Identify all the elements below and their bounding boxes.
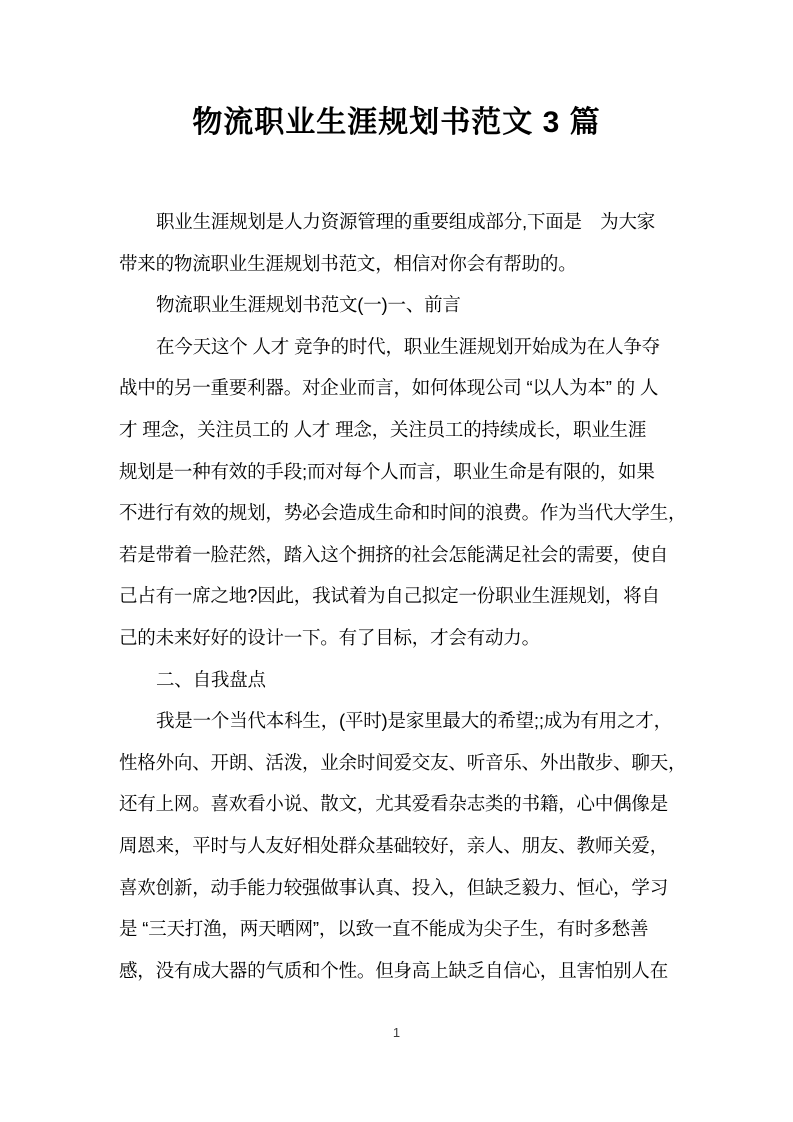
text-line: 还有上网。喜欢看小说、散文，尤其爱看杂志类的书籍，心中偶像是 xyxy=(119,793,669,815)
text-line: 带来的物流职业生涯规划书范文，相信对你会有帮助的。 xyxy=(119,252,577,274)
text-line: 我是一个当代本科生，(平时)是家里最大的希望;;成为有用之才， xyxy=(156,710,672,732)
text-line: 若是带着一脸茫然，踏入这个拥挤的社会怎能满足社会的需要，使自 xyxy=(119,543,669,565)
text-line: 战中的另一重要利器。对企业而言，如何体现公司 “以人为本” 的 人 xyxy=(119,377,659,399)
document-title: 物流职业生涯规划书范文 3 篇 xyxy=(192,106,601,139)
text-line: 物流职业生涯规划书范文(一)一、前言 xyxy=(156,294,461,316)
text-line: 性格外向、开朗、活泼，业余时间爱交友、听音乐、外出散步、聊天， xyxy=(119,751,687,773)
text-line: 感，没有成大器的气质和个性。但身高上缺乏自信心，且害怕别人在 xyxy=(119,959,669,981)
text-line: 己占有一席之地?因此，我试着为自己拟定一份职业生涯规划，将自 xyxy=(119,585,660,607)
document-body xyxy=(119,201,687,991)
text-line: 才 理念，关注员工的 人才 理念，关注员工的持续成长，职业生涯 xyxy=(119,418,647,440)
text-line: 喜欢创新，动手能力较强做事认真、投入，但缺乏毅力、恒心，学习 xyxy=(119,876,669,898)
text-line: 不进行有效的规划，势必会造成生命和时间的浪费。作为当代大学生， xyxy=(119,502,687,524)
page-number: 1 xyxy=(392,1025,401,1040)
text-line: 职业生涯规划是人力资源管理的重要组成部分,下面是 为大家 xyxy=(156,211,656,232)
text-line: 规划是一种有效的手段;而对每个人而言，职业生命是有限的，如果 xyxy=(119,460,655,482)
text-line: 二、自我盘点 xyxy=(156,668,266,690)
text-line: 周恩来，平时与人友好相处群众基础较好，亲人、朋友、教师关爱， xyxy=(119,834,669,856)
text-line: 是 “三天打渔，两天晒网”，以致一直不能成为尖子生，有时多愁善 xyxy=(119,918,649,940)
text-line: 在今天这个 人才 竞争的时代，职业生涯规划开始成为在人争夺 xyxy=(156,335,660,357)
text-line: 己的未来好好的设计一下。有了目标，才会有动力。 xyxy=(119,626,540,648)
